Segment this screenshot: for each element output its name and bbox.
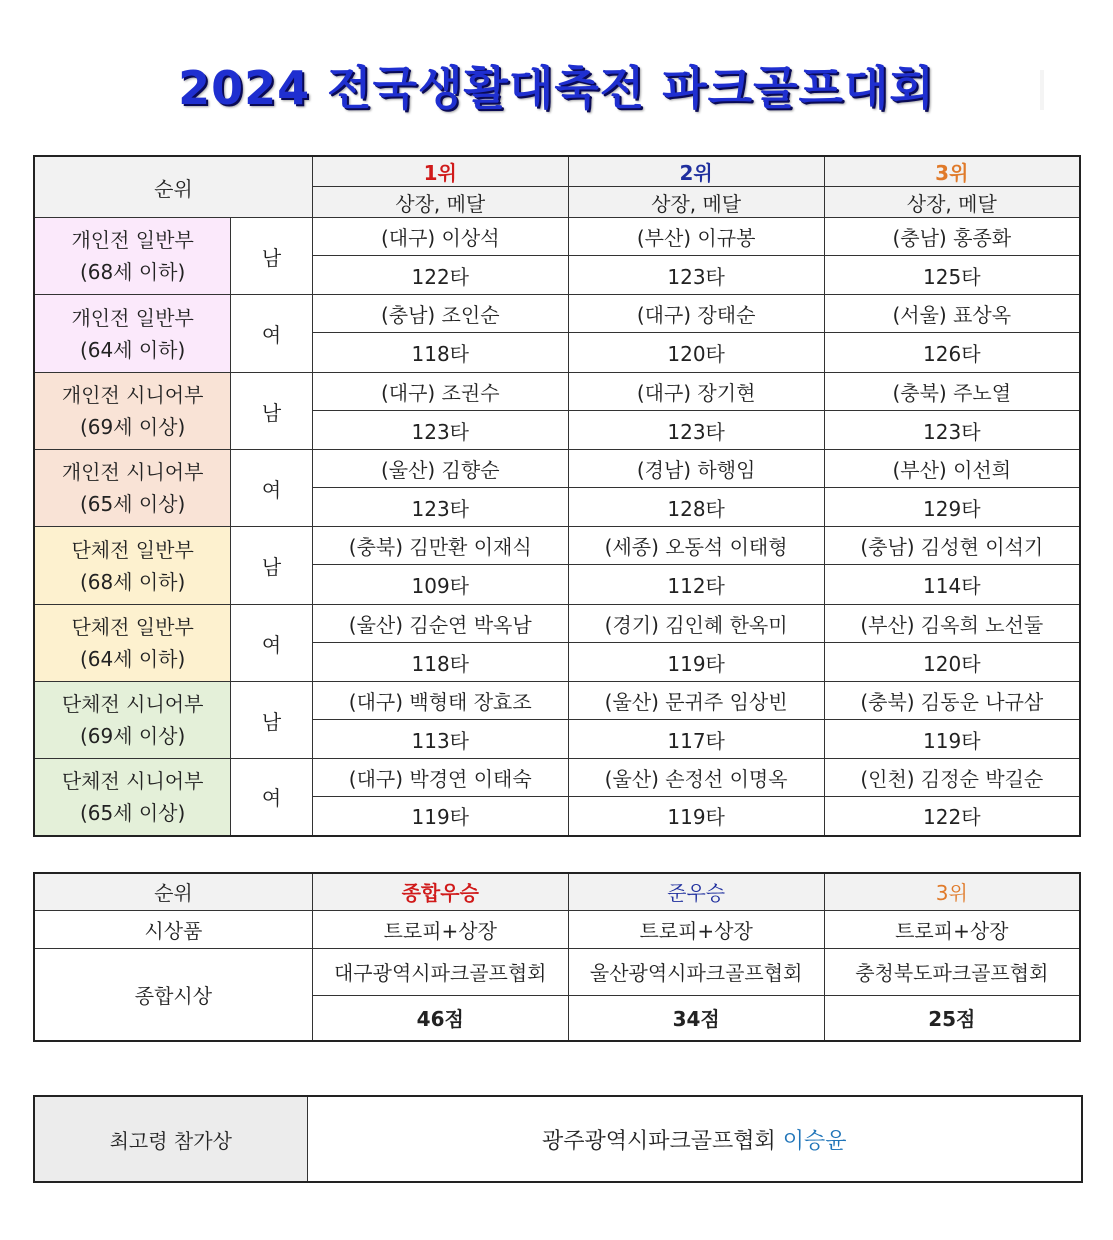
category-cell bbox=[34, 295, 231, 373]
gender-cell: 남 bbox=[231, 527, 313, 605]
category-cell bbox=[34, 759, 231, 836]
gender-cell: 여 bbox=[231, 450, 313, 527]
winner-name: (대구) 이상석 bbox=[312, 218, 568, 256]
gender-cell: 여 bbox=[231, 295, 313, 373]
winner-name: (울산) 손정선 이명옥 bbox=[568, 759, 824, 797]
winner-name: (세종) 오동석 이태형 bbox=[568, 527, 824, 565]
gender-cell: 남 bbox=[231, 373, 313, 450]
page-title: 2024 전국생활대축전 파크골프대회 bbox=[178, 61, 935, 115]
overall-prize-1: 트로피+상장 bbox=[312, 910, 568, 948]
winner-name: (울산) 김순연 박옥남 bbox=[312, 605, 568, 643]
oldest-award-winner bbox=[307, 1096, 1082, 1182]
overall-rank-2: 준우승 bbox=[568, 873, 824, 910]
winner-name: (대구) 조권수 bbox=[312, 373, 568, 411]
prize-3: 상장, 메달 bbox=[824, 187, 1080, 218]
results-table bbox=[33, 155, 1081, 837]
winner-name: (충남) 김성현 이석기 bbox=[824, 527, 1080, 565]
overall-prize-2: 트로피+상장 bbox=[568, 910, 824, 948]
category-name: 단체전 시니어부 bbox=[61, 692, 204, 716]
winner-score: 120타 bbox=[568, 333, 824, 373]
winner-name: (울산) 김향순 bbox=[312, 450, 568, 488]
team-2: 울산광역시파크골프협회 bbox=[568, 948, 824, 995]
winner-name: (서울) 표상옥 bbox=[824, 295, 1080, 333]
category-age: (65세 이상) bbox=[79, 492, 186, 516]
category-age: (69세 이상) bbox=[79, 724, 186, 748]
category-age: (64세 이하) bbox=[79, 337, 186, 362]
oldest-award-name: 이승윤 bbox=[782, 1128, 847, 1154]
winner-score: 123타 bbox=[568, 256, 824, 295]
winner-name: (대구) 박경연 이태숙 bbox=[312, 759, 568, 797]
oldest-award-table bbox=[33, 1095, 1083, 1183]
winner-score: 118타 bbox=[312, 333, 568, 373]
category-age: (69세 이상) bbox=[79, 415, 186, 439]
overall-rank-3: 3위 bbox=[824, 873, 1080, 910]
winner-name: (충남) 조인순 bbox=[312, 295, 568, 333]
winner-score: 123타 bbox=[312, 488, 568, 527]
category-cell bbox=[34, 527, 231, 605]
winner-score: 122타 bbox=[312, 256, 568, 295]
winner-name: (충북) 주노열 bbox=[824, 373, 1080, 411]
decorative-mark bbox=[1040, 70, 1044, 110]
category-cell bbox=[34, 373, 231, 450]
oldest-award-org: 광주광역시파크골프협회 bbox=[541, 1128, 776, 1154]
overall-rank-1: 종합우승 bbox=[312, 873, 568, 910]
overall-prize-3: 트로피+상장 bbox=[824, 910, 1080, 948]
winner-score: 109타 bbox=[312, 565, 568, 605]
rank-1-header: 1위 bbox=[312, 156, 568, 187]
winner-name: (부산) 이선희 bbox=[824, 450, 1080, 488]
winner-score: 112타 bbox=[568, 565, 824, 605]
winner-name: (대구) 백형태 장효조 bbox=[312, 682, 568, 720]
winner-score: 128타 bbox=[568, 488, 824, 527]
winner-name: (대구) 장기현 bbox=[568, 373, 824, 411]
rank-2-header: 2위 bbox=[568, 156, 824, 187]
category-name: 개인전 시니어부 bbox=[61, 460, 204, 484]
winner-name: (충북) 김만환 이재식 bbox=[312, 527, 568, 565]
category-cell bbox=[34, 605, 231, 682]
gender-cell: 여 bbox=[231, 759, 313, 836]
winner-score: 114타 bbox=[824, 565, 1080, 605]
winner-name: (인천) 김정순 박길순 bbox=[824, 759, 1080, 797]
winner-score: 119타 bbox=[824, 720, 1080, 759]
category-age: (68세 이하) bbox=[79, 260, 186, 284]
winner-score: 122타 bbox=[824, 797, 1080, 836]
category-name: 단체전 일반부 bbox=[71, 615, 194, 639]
winner-score: 129타 bbox=[824, 488, 1080, 527]
rank-header: 순위 bbox=[34, 156, 312, 218]
award-label: 종합시상 bbox=[34, 948, 312, 1041]
winner-name: (경남) 하행임 bbox=[568, 450, 824, 488]
prize-2: 상장, 메달 bbox=[568, 187, 824, 218]
winner-score: 113타 bbox=[312, 720, 568, 759]
category-name: 개인전 일반부 bbox=[71, 228, 194, 252]
overall-table bbox=[33, 872, 1081, 1042]
winner-name: (울산) 문귀주 임상빈 bbox=[568, 682, 824, 720]
winner-score: 119타 bbox=[568, 643, 824, 682]
winner-score: 125타 bbox=[824, 256, 1080, 295]
team-1: 대구광역시파크골프협회 bbox=[312, 948, 568, 995]
category-name: 개인전 일반부 bbox=[71, 305, 194, 330]
overall-rank-header: 순위 bbox=[34, 873, 312, 910]
gender-cell: 남 bbox=[231, 682, 313, 759]
rank-3-header: 3위 bbox=[824, 156, 1080, 187]
category-age: (65세 이상) bbox=[79, 800, 186, 825]
category-age: (68세 이하) bbox=[79, 569, 186, 594]
prize-1: 상장, 메달 bbox=[312, 187, 568, 218]
winner-score: 119타 bbox=[568, 797, 824, 836]
gender-cell: 여 bbox=[231, 605, 313, 682]
winner-score: 117타 bbox=[568, 720, 824, 759]
category-age: (64세 이하) bbox=[79, 647, 186, 671]
team-3: 충청북도파크골프협회 bbox=[824, 948, 1080, 995]
winner-name: (충북) 김동운 나규삼 bbox=[824, 682, 1080, 720]
category-cell bbox=[34, 218, 231, 295]
points-1: 46점 bbox=[312, 995, 568, 1041]
winner-score: 118타 bbox=[312, 643, 568, 682]
winner-score: 120타 bbox=[824, 643, 1080, 682]
gender-cell: 남 bbox=[231, 218, 313, 295]
category-name: 단체전 시니어부 bbox=[61, 768, 204, 793]
oldest-award-label: 최고령 참가상 bbox=[34, 1096, 307, 1182]
winner-score: 126타 bbox=[824, 333, 1080, 373]
category-cell bbox=[34, 450, 231, 527]
winner-score: 123타 bbox=[568, 411, 824, 450]
winner-score: 123타 bbox=[312, 411, 568, 450]
prize-label: 시상품 bbox=[34, 910, 312, 948]
category-name: 개인전 시니어부 bbox=[61, 383, 204, 407]
points-3: 25점 bbox=[824, 995, 1080, 1041]
points-2: 34점 bbox=[568, 995, 824, 1041]
winner-name: (충남) 홍종화 bbox=[824, 218, 1080, 256]
winner-name: (경기) 김인혜 한옥미 bbox=[568, 605, 824, 643]
category-cell bbox=[34, 682, 231, 759]
winner-score: 119타 bbox=[312, 797, 568, 836]
winner-name: (부산) 이규봉 bbox=[568, 218, 824, 256]
winner-name: (대구) 장태순 bbox=[568, 295, 824, 333]
winner-name: (부산) 김옥희 노선둘 bbox=[824, 605, 1080, 643]
category-name: 단체전 일반부 bbox=[71, 537, 194, 562]
winner-score: 123타 bbox=[824, 411, 1080, 450]
